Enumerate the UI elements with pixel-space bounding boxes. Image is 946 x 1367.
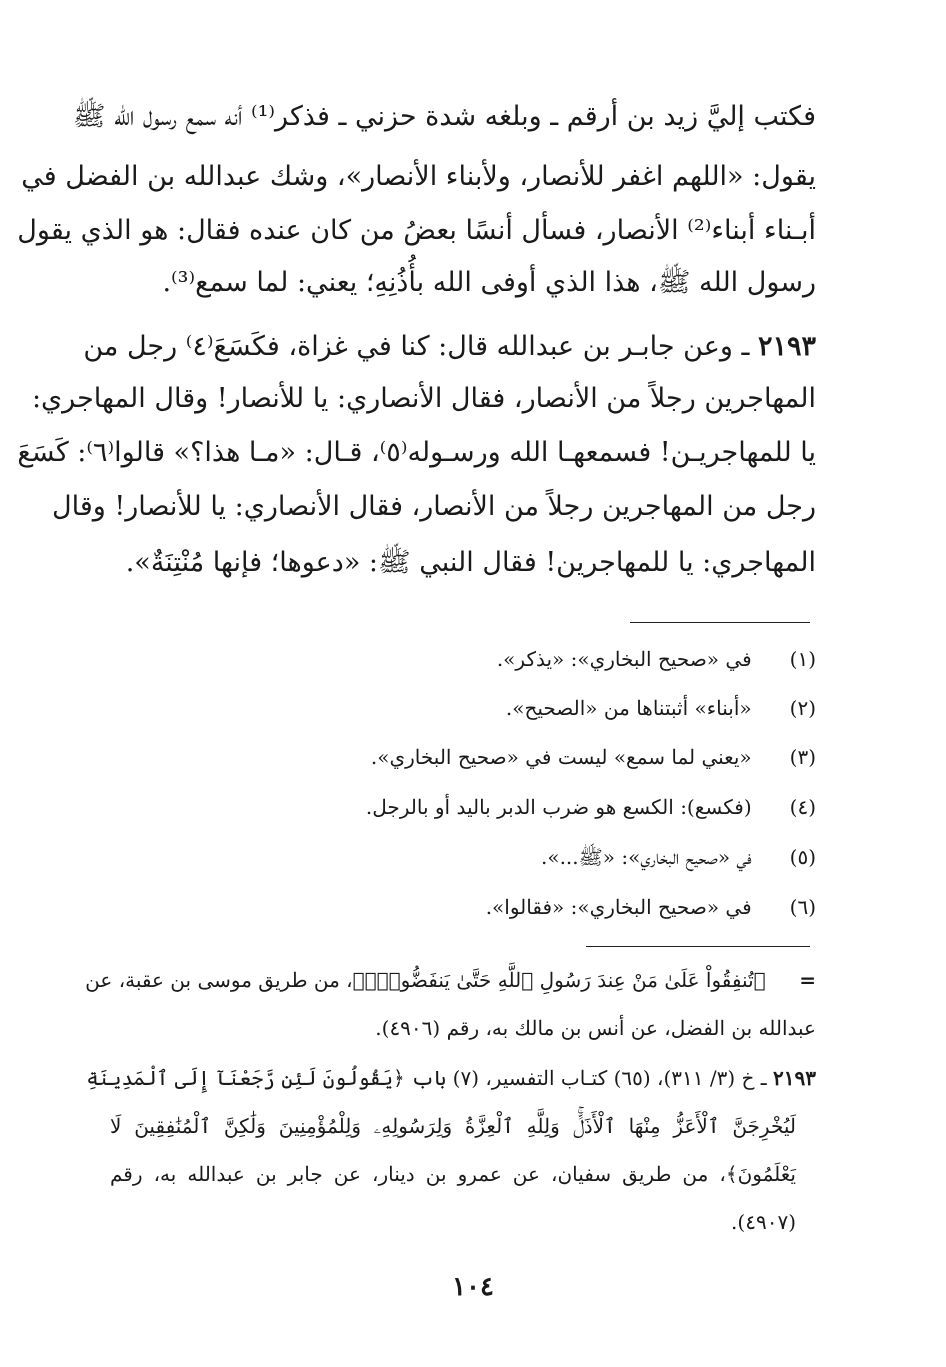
main-text-line: رجل من المهاجرين رجلاً من الأنصار، فقال الأنصاري: يا للأنصار! وقال	[52, 491, 816, 522]
sources-divider	[586, 946, 810, 947]
footnote-text: «أبناء» أثبتناها من «الصحيح».	[505, 696, 752, 720]
source-line: يَعْلَمُونَ﴾، من طريق سفيان، عن عمرو بن دينار، عن جابر بن عبدالله به، رقم	[110, 1162, 796, 1186]
footnote	[110, 792, 816, 822]
source-text: ـ خ (٣/ ٣١١)، (٦٥) كتـاب التفسير، (٧) باب ﴿يَقُولُونَ لَئِن رَّجَعْنَآ إِلَى ٱلْمَدِينَةِ	[86, 1066, 767, 1090]
hadith-first-line	[83, 322, 816, 372]
footnote-text: في «صحيح البخاري»: «فقالوا».	[485, 895, 752, 919]
main-text-line: ـ وعن جابـر بن عبدالله قال: كنا في غزاة، فكَسَعَ⁽٤⁾ رجل من	[83, 331, 750, 362]
footnote-text: (فكسع): الكسع هو ضرب الدبر باليد أو بالرجل.	[365, 795, 752, 819]
footnote	[110, 693, 816, 723]
footnote-text: في «صحيح البخاري»: «يذكر».	[496, 647, 752, 671]
main-text-line: يقول: «اللهم اغفر للأنصار، ولأبناء الأنصار»، وشك عبدالله بن الفضل في	[21, 161, 816, 192]
footnote-number: (٤)	[789, 795, 816, 819]
source-entry-number: ٢١٩٣	[773, 1066, 816, 1090]
footnote-text: «يعني لما سمع» ليست في «صحيح البخاري».	[370, 745, 752, 769]
source-text: ﴿تُنفِقُواْ عَلَىٰ مَنْ عِندَ رَسُولِ ٱللَّهِ حَتَّىٰ يَنفَضُّواْۗ﴾، من طريق موسى بن عقبة، عن	[85, 968, 766, 992]
main-text-line: يا للمهاجريـن! فسمعهـا الله ورسـوله⁽٥⁾، قـال: «مـا هذا؟» قالوا⁽٦⁾: كَسَعَ	[17, 437, 816, 468]
source-entry-first-line	[86, 1062, 816, 1094]
source-line: (٤٩٠٧).	[731, 1210, 796, 1234]
footnote	[110, 842, 816, 872]
source-line: عبدالله بن الفضل، عن أنس بن مالك به، رقم (٤٩٠٦).	[375, 1016, 816, 1040]
footnote-number: (٦)	[789, 895, 816, 919]
footnote	[110, 742, 816, 772]
source-line: لَيُخْرِجَنَّ ٱلْأَعَزُّ مِنْهَا ٱلْأَذَلَّۚ وَلِلَّهِ ٱلْعِزَّةُ وَلِرَسُولِهِۦ وَلِلْمُؤْمِنِينَ وَلَٰكِنَّ ٱلْمُنَٰفِقِينَ لَا	[110, 1114, 796, 1138]
main-text-line: أبـناء أبناء⁽²⁾ الأنصار، فسأل أنسًا بعضُ من كان عنده فقال: هو الذي يقول	[17, 215, 816, 246]
footnote-text: في «صحيح البخاري»: «ﷺ...».	[540, 845, 752, 869]
footnote-divider	[630, 622, 810, 623]
continuation-mark: =	[799, 968, 816, 992]
footnote	[110, 892, 816, 922]
main-text-line: رسول الله ﷺ، هذا الذي أوفى الله بأُذُنِهِ؛ يعني: لما سمع⁽³⁾.	[162, 267, 816, 298]
hadith-number: ٢١٩٣	[757, 331, 816, 362]
footnote-number: (٣)	[789, 745, 816, 769]
footnote	[110, 644, 816, 674]
footnote-number: (٥)	[789, 845, 816, 869]
footnote-number: (٢)	[789, 696, 816, 720]
footnote-number: (١)	[789, 647, 816, 671]
source-line	[85, 964, 816, 996]
main-text-line: المهاجرين رجلاً من الأنصار، فقال الأنصاري: يا للأنصار! وقال المهاجري:	[31, 383, 816, 414]
page-number: ١٠٤	[452, 1272, 494, 1302]
main-text-line: فكتب إليَّ زيد بن أرقم ـ وبلغه شدة حزني ـ فذكر⁽¹⁾ أنه سمع رسول الله ﷺ	[72, 101, 816, 132]
main-text-line: المهاجري: يا للمهاجرين! فقال النبي ﷺ: «دعوها؛ فإنها مُنْتِنَةٌ».	[125, 547, 816, 578]
